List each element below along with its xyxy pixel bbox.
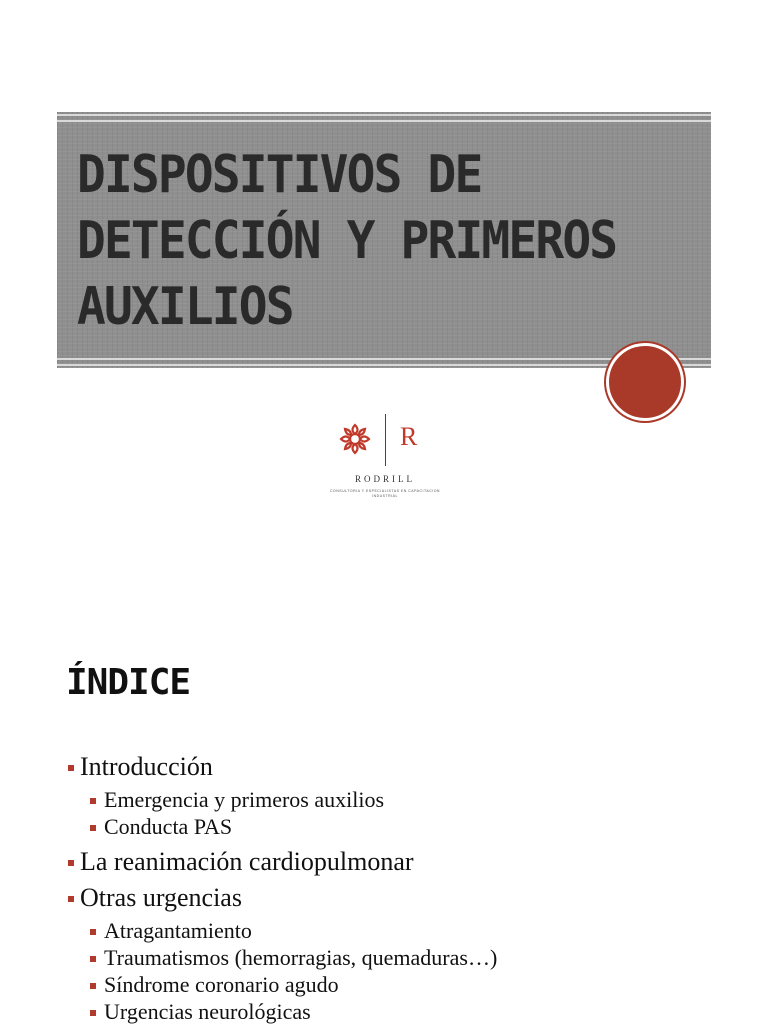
list-subitem: Emergencia y primeros auxilios — [66, 786, 746, 814]
index-heading: ÍNDICE — [66, 662, 191, 703]
list-subitem: Urgencias neurológicas — [66, 998, 746, 1026]
band-top-rule — [57, 114, 711, 116]
title-line-3: AUXILIOS — [77, 277, 293, 337]
logo-flower-icon — [338, 422, 372, 456]
list-subitem: Conducta PAS — [66, 813, 746, 841]
index-slide — [0, 576, 768, 1024]
logo-divider — [385, 414, 386, 466]
list-item: Otras urgencias — [66, 883, 746, 913]
slide-title — [77, 142, 647, 340]
title-band — [57, 112, 711, 368]
list-item: La reanimación cardiopulmonar — [66, 847, 746, 877]
index-list — [66, 752, 746, 1025]
list-subitem: Síndrome coronario agudo — [66, 971, 746, 999]
list-item: Introducción — [66, 752, 746, 782]
list-subitem: Atragantamiento — [66, 917, 746, 945]
logo-company-name: RODRILL — [355, 474, 415, 484]
company-logo — [330, 412, 440, 507]
title-line-1: DISPOSITIVOS DE — [77, 145, 482, 205]
band-top-rule-inner — [57, 120, 711, 122]
accent-circle — [606, 343, 684, 421]
logo-letter: R — [400, 422, 418, 451]
title-line-2: DETECCIÓN Y PRIMEROS — [77, 211, 617, 271]
list-subitem: Traumatismos (hemorragias, quemaduras…) — [66, 944, 746, 972]
logo-tagline: CONSULTORIA Y ESPECIALISTAS EN CAPACITACION INDUSTRIAL — [330, 489, 440, 498]
